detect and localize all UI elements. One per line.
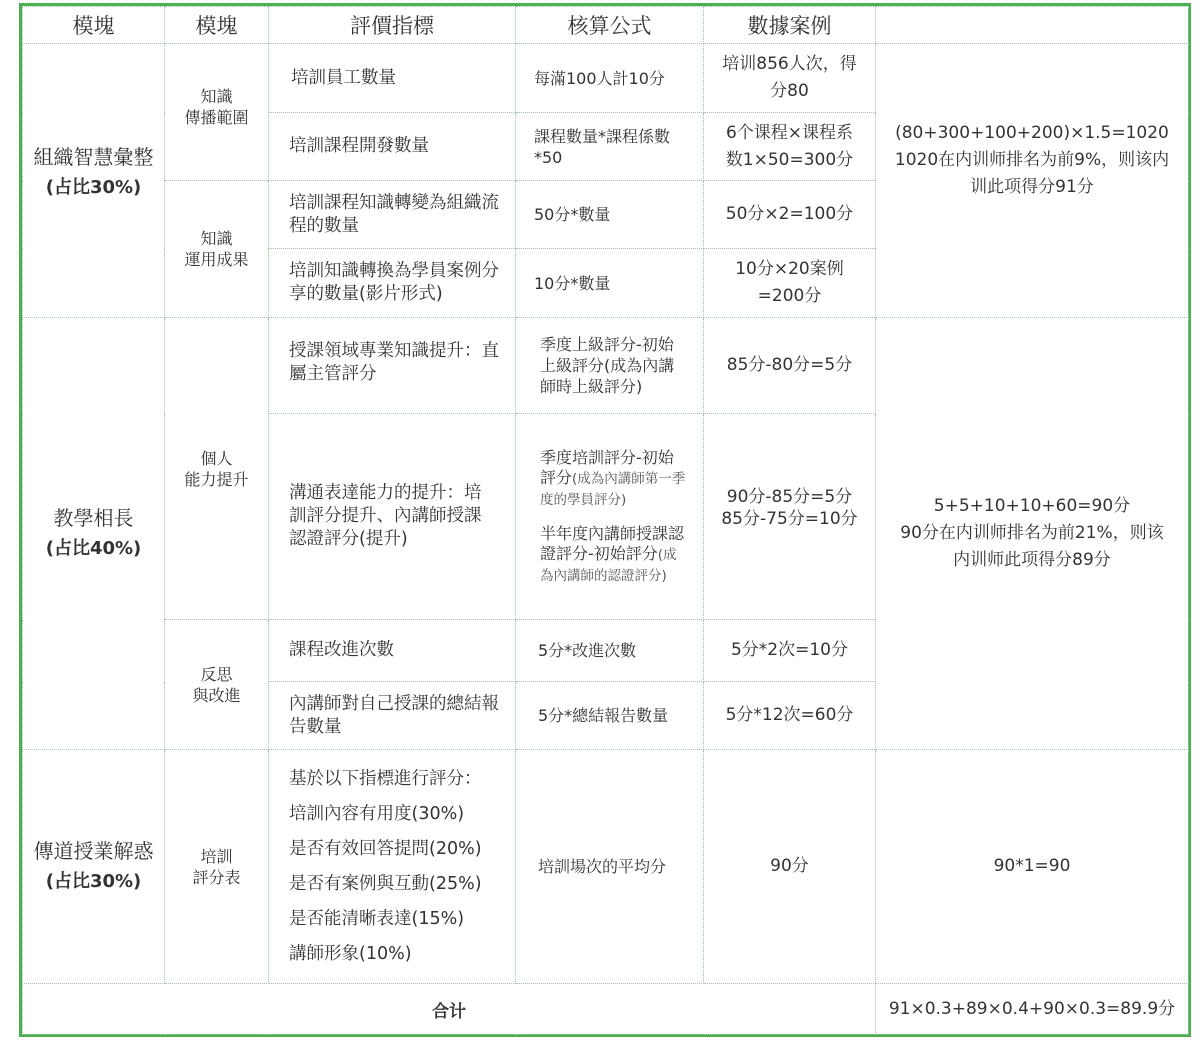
table-row [23, 44, 1189, 113]
result-line2: 1020在内训师排名为前9%，则该内 [894, 150, 1170, 170]
indicator-cell: 溝通表達能力的提升：培訓評分提升、內講師授課認證評分(提升) [269, 414, 516, 620]
formula-note: (成為內講師的認證評分) [540, 546, 677, 584]
case-cell [704, 414, 876, 620]
submodule-name-line2: 傳播範圍 [184, 108, 249, 127]
indicator-line: 基於以下指標進行評分： [289, 768, 482, 789]
submodule-cell [165, 620, 269, 750]
case-line2: =200分 [757, 286, 822, 306]
table-row [23, 750, 1189, 984]
indicator-cell: 培訓員工數量 [269, 44, 516, 113]
case-cell: 90分 [704, 750, 876, 984]
formula-cell: 50分*數量 [516, 181, 704, 249]
case-cell [704, 249, 876, 318]
module-share: (占比30%) [45, 177, 142, 198]
evaluation-table [22, 6, 1189, 1035]
module-share: (占比30%) [45, 871, 142, 892]
result-line3: 训此项得分91分 [970, 177, 1094, 197]
case-cell [704, 181, 876, 249]
module-name: 傳道授業解惑 [33, 839, 154, 863]
indicator-cell: 課程改進次數 [269, 620, 516, 682]
case-cell [704, 113, 876, 181]
case-line2: 85分-75分=10分 [721, 508, 858, 529]
submodule-name-line1: 知識 [200, 87, 233, 106]
header-submodule: 模塊 [165, 7, 269, 44]
formula-cell: 5分*改進次數 [516, 620, 704, 682]
indicator-line: 是否有效回答提問(20%) [289, 838, 482, 859]
case-line2: 分80 [770, 81, 809, 101]
submodule-name-line2: 與改進 [192, 685, 241, 705]
formula-main: 半年度內講師授課認證評分-初始評分 [540, 523, 685, 563]
formula-cell: 每滿100人計10分 [516, 44, 704, 113]
submodule-cell [165, 750, 269, 984]
indicator-line: 是否有案例與互動(25%) [289, 873, 482, 894]
module-cell [23, 44, 165, 318]
header-result [876, 7, 1189, 44]
submodule-name-line1: 個人 [200, 448, 233, 468]
result-line3: 内训师此项得分89分 [953, 550, 1111, 570]
formula-note: (成為內講師第一季度的學員評分) [540, 470, 686, 508]
result-line1: (80+300+100+200)×1.5=1020 [895, 123, 1169, 143]
total-label: 合计 [23, 984, 876, 1035]
formula-cell: 課程數量*課程係數*50 [516, 113, 704, 181]
submodule-name-line1: 知識 [200, 229, 233, 248]
indicator-line: 講師形象(10%) [289, 943, 412, 964]
header-indicator: 評價指標 [269, 7, 516, 44]
case-line1: 培训856人次，得 [722, 54, 857, 74]
header-row [23, 7, 1189, 44]
submodule-name-line1: 培訓 [200, 846, 233, 866]
table-row [23, 318, 1189, 414]
result-cell [876, 44, 1189, 318]
case-line1: 10分×20案例 [735, 259, 844, 279]
header-case: 數據案例 [704, 7, 876, 44]
module-cell [23, 750, 165, 984]
case-line2: 数1×50=300分 [725, 149, 854, 170]
formula-cell [516, 414, 704, 620]
formula-main: 季度培訓評分-初始評分 [540, 447, 674, 487]
module-share: (占比40%) [45, 538, 142, 559]
module-name: 組織智慧彙整 [33, 145, 154, 169]
submodule-name-line2: 運用成果 [184, 250, 249, 269]
submodule-name-line2: 評分表 [192, 867, 241, 887]
case-cell: 5分*2次=10分 [704, 620, 876, 682]
indicator-line: 是否能清晰表達(15%) [289, 908, 465, 929]
total-row [23, 984, 1189, 1035]
case-line1: 6个课程×课程系 [725, 122, 854, 143]
module-name: 教學相長 [53, 506, 134, 530]
submodule-cell [165, 318, 269, 620]
result-line2: 90分在内训师排名为前21%，则该 [900, 523, 1164, 543]
formula-cell: 5分*總結報告數量 [516, 682, 704, 750]
header-formula: 核算公式 [516, 7, 704, 44]
submodule-name-line2: 能力提升 [184, 469, 249, 489]
result-line1: 5+5+10+10+60=90分 [933, 496, 1131, 516]
submodule-cell [165, 44, 269, 181]
indicator-cell: 內講師對自己授課的總結報告數量 [269, 682, 516, 750]
indicator-cell: 培訓課程開發數量 [269, 113, 516, 181]
formula-cell: 季度上級評分-初始上級評分(成為內講師時上級評分) [516, 318, 704, 414]
result-cell [876, 318, 1189, 750]
indicator-cell: 授課領域專業知識提升：直屬主管評分 [269, 318, 516, 414]
indicator-cell [269, 750, 516, 984]
formula-cell: 10分*數量 [516, 249, 704, 318]
case-line1: 90分-85分=5分 [726, 486, 853, 507]
total-value: 91×0.3+89×0.4+90×0.3=89.9分 [876, 984, 1189, 1035]
result-cell: 90*1=90 [876, 750, 1189, 984]
module-cell [23, 318, 165, 750]
formula-cell: 培訓場次的平均分 [516, 750, 704, 984]
submodule-cell [165, 181, 269, 318]
indicator-cell: 培訓課程知識轉變為組織流程的數量 [269, 181, 516, 249]
submodule-name-line1: 反思 [200, 664, 233, 684]
header-module: 模塊 [23, 7, 165, 44]
case-cell: 85分-80分=5分 [704, 318, 876, 414]
indicator-cell: 培訓知識轉換為學員案例分享的數量(影片形式) [269, 249, 516, 318]
case-cell: 5分*12次=60分 [704, 682, 876, 750]
indicator-line: 培訓內容有用度(30%) [289, 803, 465, 824]
case-line1: 50分×2=100分 [725, 204, 854, 224]
case-cell [704, 44, 876, 113]
